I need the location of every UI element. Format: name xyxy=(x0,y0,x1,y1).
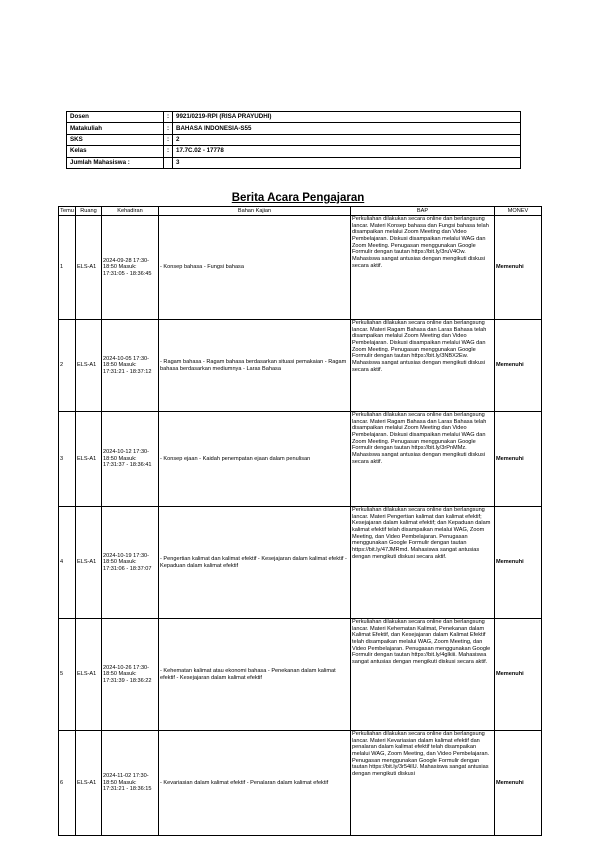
monev-cell: Memenuhi xyxy=(495,619,542,731)
info-row xyxy=(67,134,521,145)
bap-cell: Perkuliahan dilakukan secara online dan berlangsung lancar. Materi Konsep bahasa dan Fungsi bahasa telah disampaikan melalui Zoom Meeting dan Video Pembelajaran. Diskusi disampaikan melalui WAG dan Zoom Meeting. Penugasan menggunakan Google Formulir dengan tautan https://bit.ly/3ruV4Ow. Mahasiswa sangat antusias dengan mengikuti diskusi secara aktif. xyxy=(351,216,495,320)
room-cell: ELS-A1 xyxy=(76,412,102,507)
attendance-cell: 2024-10-05 17:30-18:50 Masuk: 17:31:21 - 18:37:12 xyxy=(102,320,159,412)
table-row xyxy=(59,619,542,731)
monev-cell: Memenuhi xyxy=(495,216,542,320)
info-value: 9921/0219-RPI (RISA PRAYUDHI) xyxy=(173,112,521,123)
info-row xyxy=(67,146,521,157)
teaching-record-table xyxy=(58,206,542,836)
meeting-number: 1 xyxy=(59,216,76,320)
room-cell: ELS-A1 xyxy=(76,320,102,412)
meeting-number: 6 xyxy=(59,731,76,836)
info-colon: : xyxy=(164,112,173,123)
header-bahan-kajian: Bahan Kajian xyxy=(159,207,351,216)
table-row xyxy=(59,731,542,836)
table-row xyxy=(59,507,542,619)
header-kehadiran: Kehadiran xyxy=(102,207,159,216)
material-cell: - Pengertian kalimat dan kalimat efektif - Kesejajaran dalam kalimat efektif - Kepaduan dalam kalimat efektif xyxy=(159,507,351,619)
bap-cell: Perkuliahan dilakukan secara online dan berlangsung lancar. Materi Ragam Bahasa dan Laras Bahasa telah disampaikan melalui Zoom Meeting dan Video Pembelajaran. Diskusi disampaikan melalui WAG dan Zoom Meeting. Penugasan menggunakan Google Formulir dengan tautan https://bit.ly/3rPnMMz. Mahasiswa sangat antusias dengan mengikuti diskusi secara aktif. xyxy=(351,412,495,507)
info-label: SKS xyxy=(67,134,164,145)
info-colon xyxy=(164,157,173,168)
monev-cell: Memenuhi xyxy=(495,412,542,507)
material-cell: - Konsep bahasa - Fungsi bahasa xyxy=(159,216,351,320)
table-row xyxy=(59,216,542,320)
material-cell: - Kevariasian dalam kalimat efektif - Penalaran dalam kalimat efektif xyxy=(159,731,351,836)
meeting-number: 5 xyxy=(59,619,76,731)
bap-cell: Perkuliahan dilakukan secara online dan berlangsung lancar. Materi Ragam Bahasa dan Laras Bahasa telah disampaikan melalui Zoom Meeting dan Video Pembelajaran. Diskusi disampaikan melalui WAG dan Zoom Meeting. Penugasan menggunakan Google Formulir dengan tautan https://bit.ly/3NBX2Ew. Mahasiswa sangat antusias dengan mengikuti diskusi secara aktif. xyxy=(351,320,495,412)
info-label: Kelas xyxy=(67,146,164,157)
header-monev: MONEV xyxy=(495,207,542,216)
meeting-number: 2 xyxy=(59,320,76,412)
table-row xyxy=(59,412,542,507)
header-ruang: Ruang xyxy=(76,207,102,216)
room-cell: ELS-A1 xyxy=(76,216,102,320)
bap-cell: Perkuliahan dilakukan secara online dan berlangsung lancar. Materi Pengertian kalimat dan kalimat efektif; Kesejajaran dalam kalimat efektif; dan Kepaduan dalam kalimat efektif telah disampaikan melalui WAG, Zoom Meeting, dan Video Pembelajaran. Penugasan menggunakan Google Formulir dengan tautan https://bit.ly/47JMRmd. Mahasiswa sangat antusias dengan mengikuti diskusi secara aktif. xyxy=(351,507,495,619)
info-row xyxy=(67,157,521,168)
monev-cell: Memenuhi xyxy=(495,320,542,412)
page-title: Berita Acara Pengajaran xyxy=(231,192,365,204)
course-info-body xyxy=(67,112,521,169)
info-label: Jumlah Mahasiswa : xyxy=(67,157,164,168)
attendance-cell: 2024-11-02 17:30-18:50 Masuk: 17:31:21 - 18:36:15 xyxy=(102,731,159,836)
attendance-cell: 2024-10-26 17:30-18:50 Masuk: 17:31:39 - 18:36:22 xyxy=(102,619,159,731)
info-row xyxy=(67,123,521,134)
info-label: Dosen xyxy=(67,112,164,123)
bap-cell: Perkuliahan dilakukan secara online dan berlangsung lancar. Materi Kevariasian dalam kalimat efektif dan penalaran dalam kalimat efektif telah disampaikan melalui WAG, Zoom Meeting, dan Video Pembelajaran. Penugasan menggunakan Google Formulir dengan tautan https://bit.ly/3r54ilU. Mahasiswa sangat antusias dengan mengikuti diskusi xyxy=(351,731,495,836)
room-cell: ELS-A1 xyxy=(76,619,102,731)
info-label: Matakuliah xyxy=(67,123,164,134)
material-cell: - Kehematan kalimat atau ekonomi bahasa - Penekanan dalam kalimat efektif - Kesejajaran dalam kalimat efektif xyxy=(159,619,351,731)
table-row xyxy=(59,320,542,412)
attendance-cell: 2024-10-12 17:30-18:50 Masuk: 17:31:37 - 18:36:41 xyxy=(102,412,159,507)
info-colon: : xyxy=(164,146,173,157)
meeting-number: 4 xyxy=(59,507,76,619)
table-header-row xyxy=(59,207,542,216)
info-value: 2 xyxy=(173,134,521,145)
info-value: 17.7C.02 - 17778 xyxy=(173,146,521,157)
attendance-cell: 2024-10-19 17:30-18:50 Masuk: 17:31:06 - 18:37:07 xyxy=(102,507,159,619)
bap-cell: Perkuliahan dilakukan secara online dan berlangsung lancar. Materi Kehematan Kalimat, Penekanan dalam Kalimat Efektif, dan Kesejajaran dalam Kalimat Efektif telah disampaikan melalui WAG, Zoom Meeting, dan Video Pembelajaran. Penugasan menggunakan Google Formulir dengan tautan https://bit.ly/4glkiii. Mahasiswa sangat antusias dengan mengikuti diskusi secara aktif. xyxy=(351,619,495,731)
info-colon: : xyxy=(164,134,173,145)
material-cell: - Ragam bahasa - Ragam bahasa berdasarkan situasi pemakaian - Ragam bahasa berdasarkan mediumnya - Laras Bahasa xyxy=(159,320,351,412)
material-cell: - Konsep ejaan - Kaidah penempatan ejaan dalam penulisan xyxy=(159,412,351,507)
header-bap: BAP xyxy=(351,207,495,216)
table-body xyxy=(59,216,542,836)
info-colon: : xyxy=(164,123,173,134)
room-cell: ELS-A1 xyxy=(76,507,102,619)
info-value: 3 xyxy=(173,157,521,168)
room-cell: ELS-A1 xyxy=(76,731,102,836)
info-row xyxy=(67,112,521,123)
course-info-table xyxy=(66,111,521,169)
header-temu: Temu xyxy=(60,207,74,214)
info-value: BAHASA INDONESIA-S55 xyxy=(173,123,521,134)
monev-cell: Memenuhi xyxy=(495,507,542,619)
meeting-number: 3 xyxy=(59,412,76,507)
monev-cell: Memenuhi xyxy=(495,731,542,836)
attendance-cell: 2024-09-28 17:30-18:50 Masuk: 17:31:05 - 18:36:45 xyxy=(102,216,159,320)
